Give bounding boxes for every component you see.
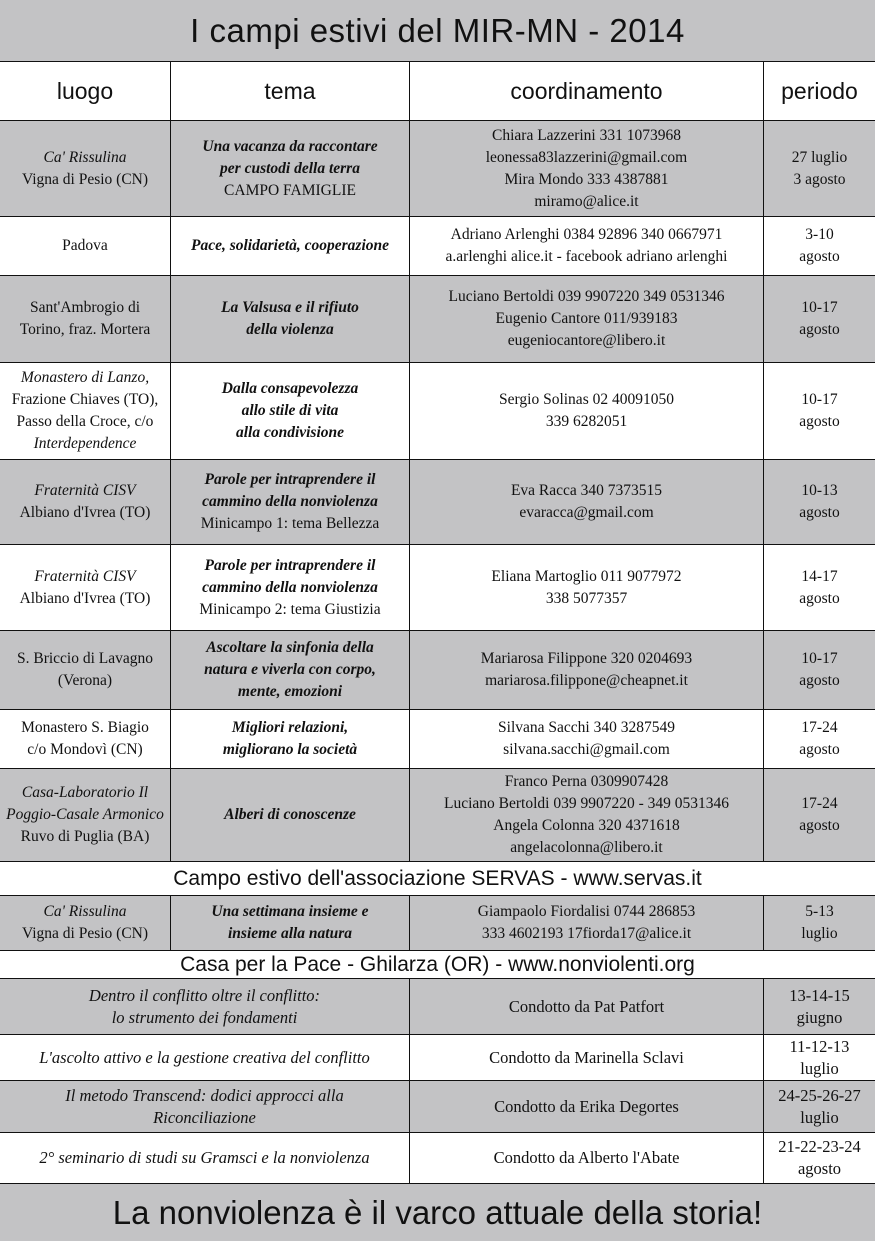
cell-tema-line: Una settimana insieme e <box>211 903 369 920</box>
cell-coordinamento-line: Eliana Martoglio 011 9077972 <box>491 567 682 585</box>
header-periodo: periodo <box>781 78 858 104</box>
cell-coordinamento <box>410 896 764 950</box>
cell-periodo <box>764 896 875 950</box>
cell-coordinamento-line: Angela Colonna 320 4371618 <box>493 817 680 834</box>
cell-tema <box>171 545 410 630</box>
cell-coordinamento <box>410 631 764 709</box>
cell-tema-line: alla condivisione <box>235 424 345 441</box>
cell-tema <box>171 710 410 768</box>
cell-coordinamento <box>410 769 764 861</box>
header-luogo: luogo <box>0 62 171 120</box>
cell-tema-line: Ascoltare la sinfonia della <box>206 639 374 656</box>
cell-tema <box>171 363 410 459</box>
cell-luogo-line: Casa-Laboratorio Il <box>21 784 149 801</box>
cell-periodo-line: luglio <box>800 1107 839 1127</box>
cell-coordinamento-line: Sergio Solinas 02 40091050 <box>499 391 674 408</box>
table-row <box>0 362 875 459</box>
cell-tema <box>171 276 410 362</box>
table-header <box>0 61 875 120</box>
cell-tema-line: Alberi di conoscenze <box>224 806 356 823</box>
casa-pace-heading: Casa per la Pace - Ghilarza (OR) - www.nonviolenti.org <box>0 950 875 978</box>
table-row <box>0 895 875 950</box>
cell-coordinamento-line: Giampaolo Fiordalisi 0744 286853 <box>477 903 696 920</box>
table-row <box>0 1034 875 1080</box>
cell-periodo-line: agosto <box>799 248 840 265</box>
cell-periodo-line: 24-25-26-27 <box>778 1085 861 1105</box>
cell-conduttore-line: Condotto da Marinella Sclavi <box>489 1047 684 1067</box>
cell-tema-line: CAMPO FAMIGLIE <box>224 181 356 199</box>
cell-periodo-line: luglio <box>801 925 838 942</box>
cell-seminar-title <box>0 1035 410 1080</box>
cell-periodo-line: 27 luglio <box>791 148 848 166</box>
cell-luogo-line: Padova <box>62 237 108 254</box>
cell-coordinamento-line: evaracca@gmail.com <box>519 504 654 521</box>
cell-coordinamento-line: 339 6282051 <box>545 413 628 430</box>
cell-coordinamento-line: silvana.sacchi@gmail.com <box>503 741 670 758</box>
cell-periodo-line: 3 agosto <box>793 170 846 188</box>
cell-tema <box>171 631 410 709</box>
cell-luogo-line: Torino, fraz. Mortera <box>19 321 151 338</box>
cell-luogo-line: Passo della Croce, c/o <box>16 413 154 430</box>
cell-periodo-line: 3-10 <box>805 226 834 243</box>
table-row <box>0 459 875 544</box>
cell-luogo-line: Albiano d'Ivrea (TO) <box>19 589 151 607</box>
cell-luogo-line: S. Briccio di Lavagno <box>16 650 154 667</box>
cell-coordinamento-line: mariarosa.filippone@cheapnet.it <box>485 672 688 689</box>
cell-coordinamento-line: Luciano Bertoldi 039 9907220 349 0531346 <box>448 288 725 305</box>
cell-luogo <box>0 276 171 362</box>
cell-periodo <box>764 1133 875 1183</box>
cell-luogo <box>0 896 171 950</box>
cell-conduttore <box>410 979 764 1034</box>
cell-coordinamento-line: miramo@alice.it <box>534 192 639 210</box>
cell-periodo-line: agosto <box>799 741 840 758</box>
cell-coordinamento-line: Eugenio Cantore 011/939183 <box>495 310 678 327</box>
cell-coordinamento <box>410 121 764 216</box>
cell-luogo <box>0 121 171 216</box>
cell-luogo-line: Fraternità CISV <box>34 482 136 499</box>
cell-periodo-line: 21-22-23-24 <box>778 1137 861 1156</box>
cell-periodo <box>764 631 875 709</box>
cell-tema-line: natura e viverla con corpo, <box>204 661 376 678</box>
cell-periodo <box>764 710 875 768</box>
cell-periodo <box>764 545 875 630</box>
cell-periodo-line: giugno <box>796 1007 843 1027</box>
cell-tema-line: allo stile di vita <box>241 402 339 419</box>
cell-luogo <box>0 460 171 544</box>
cell-coordinamento-line: Luciano Bertoldi 039 9907220 - 349 0531346 <box>444 795 729 812</box>
cell-periodo <box>764 460 875 544</box>
cell-tema <box>171 217 410 275</box>
cell-seminar-title-line: Il metodo Transcend: dodici approcci alla <box>65 1085 344 1105</box>
cell-coordinamento-line: angelacolonna@libero.it <box>510 839 663 856</box>
cell-periodo <box>764 217 875 275</box>
table-row <box>0 216 875 275</box>
footer-motto: La nonviolenza è il varco attuale della storia! <box>0 1183 875 1241</box>
cell-tema-line: Pace, solidarietà, cooperazione <box>190 237 390 254</box>
cell-luogo-line: c/o Mondovì (CN) <box>27 741 143 758</box>
cell-tema <box>171 121 410 216</box>
cell-conduttore <box>410 1133 764 1183</box>
cell-tema <box>171 460 410 544</box>
cell-coordinamento <box>410 460 764 544</box>
cell-periodo-line: 17-24 <box>801 795 838 812</box>
cell-luogo-line: Sant'Ambrogio di <box>30 299 140 316</box>
cell-luogo-line: Frazione Chiaves (TO), <box>11 391 159 408</box>
cell-tema <box>171 896 410 950</box>
cell-tema-line: per custodi della terra <box>220 159 360 177</box>
cell-periodo-line: 10-13 <box>801 482 838 499</box>
table-row <box>0 544 875 630</box>
cell-tema-line: Parole per intraprendere il <box>204 471 376 488</box>
cell-periodo <box>764 1035 875 1080</box>
cell-periodo-line: agosto <box>799 321 840 338</box>
cell-coordinamento-line: Mariarosa Filippone 320 0204693 <box>480 650 693 667</box>
cell-tema-line: cammino della nonviolenza <box>202 578 378 596</box>
cell-luogo <box>0 217 171 275</box>
cell-periodo-line: 5-13 <box>805 903 834 920</box>
cell-coordinamento-line: Adriano Arlenghi 0384 92896 340 0667971 <box>450 226 723 243</box>
cell-luogo-line: Poggio-Casale Armonico <box>6 806 164 823</box>
table-row <box>0 630 875 709</box>
cell-periodo-line: 10-17 <box>801 299 838 316</box>
cell-coordinamento-line: Eva Racca 340 7373515 <box>510 482 663 499</box>
cell-seminar-title-line: L'ascolto attivo e la gestione creativa del conflitto <box>39 1047 370 1067</box>
cell-conduttore-line: Condotto da Erika Degortes <box>494 1096 679 1116</box>
cell-luogo-line: Ca' Rissulina <box>43 903 127 920</box>
table-row <box>0 709 875 768</box>
cell-luogo-line: Albiano d'Ivrea (TO) <box>19 504 151 521</box>
cell-seminar-title <box>0 1133 410 1183</box>
cell-seminar-title-line: Riconciliazione <box>153 1107 256 1127</box>
cell-coordinamento-line: Mira Mondo 333 4387881 <box>504 170 669 188</box>
table-row <box>0 1080 875 1132</box>
cell-periodo-line: agosto <box>799 817 840 834</box>
cell-coordinamento-line: leonessa83lazzerini@gmail.com <box>485 148 688 166</box>
cell-tema-line: La Valsusa e il rifiuto <box>221 299 359 316</box>
cell-periodo <box>764 363 875 459</box>
cell-luogo <box>0 545 171 630</box>
cell-conduttore-line: Condotto da Pat Patfort <box>508 996 665 1016</box>
cell-tema-line: Dalla consapevolezza <box>221 380 359 397</box>
cell-conduttore-line: Condotto da Alberto l'Abate <box>493 1148 680 1167</box>
cell-luogo <box>0 769 171 861</box>
cell-coordinamento-line: eugeniocantore@libero.it <box>507 332 666 349</box>
cell-periodo-line: 11-12-13 <box>789 1036 850 1056</box>
cell-coordinamento <box>410 545 764 630</box>
table-row <box>0 768 875 861</box>
cell-seminar-title-line: 2° seminario di studi su Gramsci e la nonviolenza <box>39 1148 370 1167</box>
cell-periodo-line: 17-24 <box>801 719 838 736</box>
table-row <box>0 275 875 362</box>
table-row <box>0 120 875 216</box>
cell-coordinamento-line: Silvana Sacchi 340 3287549 <box>498 719 675 736</box>
cell-luogo-line: (Verona) <box>57 672 113 689</box>
cell-periodo-line: luglio <box>800 1058 839 1078</box>
cell-tema-line: della violenza <box>246 321 334 338</box>
cell-conduttore <box>410 1081 764 1132</box>
cell-coordinamento <box>410 363 764 459</box>
table-row <box>0 978 875 1034</box>
cell-tema-line: Migliori relazioni, <box>231 719 349 736</box>
cell-periodo-line: 13-14-15 <box>789 985 850 1005</box>
cell-tema-line: mente, emozioni <box>237 683 343 700</box>
cell-coordinamento-line: Chiara Lazzerini 331 1073968 <box>492 126 681 144</box>
cell-tema-line: migliorano la società <box>222 741 358 758</box>
cell-periodo-line: 10-17 <box>801 650 838 667</box>
cell-luogo-line: Monastero S. Biagio <box>21 719 149 736</box>
cell-tema-line: cammino della nonviolenza <box>202 493 378 510</box>
cell-periodo-line: agosto <box>799 504 840 521</box>
cell-tema-line: Minicampo 2: tema Giustizia <box>199 600 381 618</box>
cell-periodo-line: 14-17 <box>801 567 838 585</box>
cell-tema-line: Minicampo 1: tema Bellezza <box>200 515 380 532</box>
cell-periodo <box>764 121 875 216</box>
cell-coordinamento <box>410 276 764 362</box>
cell-luogo-line: Ca' Rissulina <box>43 148 127 166</box>
cell-periodo-line: agosto <box>799 413 840 430</box>
cell-luogo-line: Monastero di Lanzo, <box>20 369 150 386</box>
cell-tema-line: Parole per intraprendere il <box>204 556 376 574</box>
servas-heading: Campo estivo dell'associazione SERVAS - www.servas.it <box>0 861 875 895</box>
cell-luogo <box>0 710 171 768</box>
cell-luogo-line: Interdependence <box>33 435 137 452</box>
cell-coordinamento-line: a.arlenghi alice.it - facebook adriano arlenghi <box>445 248 728 265</box>
cell-periodo-line: 10-17 <box>801 391 838 408</box>
cell-coordinamento-line: Franco Perna 0309907428 <box>504 773 669 790</box>
cell-periodo-line: agosto <box>797 1159 842 1178</box>
cell-seminar-title <box>0 1081 410 1132</box>
cell-tema-line: insieme alla natura <box>227 925 353 942</box>
cell-periodo-line: agosto <box>799 589 840 607</box>
cell-luogo-line: Fraternità CISV <box>34 567 136 585</box>
cell-coordinamento <box>410 217 764 275</box>
header-coordinamento: coordinamento <box>410 62 764 120</box>
cell-seminar-title-line: Dentro il conflitto oltre il conflitto: <box>88 985 321 1005</box>
cell-periodo-line: agosto <box>799 672 840 689</box>
cell-coordinamento-line: 338 5077357 <box>545 589 628 607</box>
cell-periodo <box>764 769 875 861</box>
cell-conduttore <box>410 1035 764 1080</box>
page-title: I campi estivi del MIR-MN - 2014 <box>0 0 875 61</box>
cell-tema <box>171 769 410 861</box>
cell-luogo <box>0 363 171 459</box>
cell-coordinamento-line: 333 4602193 17fiorda17@alice.it <box>481 925 692 942</box>
table-row <box>0 1132 875 1183</box>
cell-seminar-title-line: lo strumento dei fondamenti <box>111 1007 298 1027</box>
cell-periodo <box>764 979 875 1034</box>
cell-tema-line: Una vacanza da raccontare <box>202 137 378 155</box>
cell-luogo-line: Vigna di Pesio (CN) <box>21 925 149 942</box>
cell-luogo-line: Ruvo di Puglia (BA) <box>20 828 150 845</box>
cell-coordinamento <box>410 710 764 768</box>
cell-luogo <box>0 631 171 709</box>
cell-seminar-title <box>0 979 410 1034</box>
cell-periodo <box>764 1081 875 1132</box>
cell-periodo <box>764 276 875 362</box>
header-tema: tema <box>171 62 410 120</box>
cell-luogo-line: Vigna di Pesio (CN) <box>21 170 149 188</box>
